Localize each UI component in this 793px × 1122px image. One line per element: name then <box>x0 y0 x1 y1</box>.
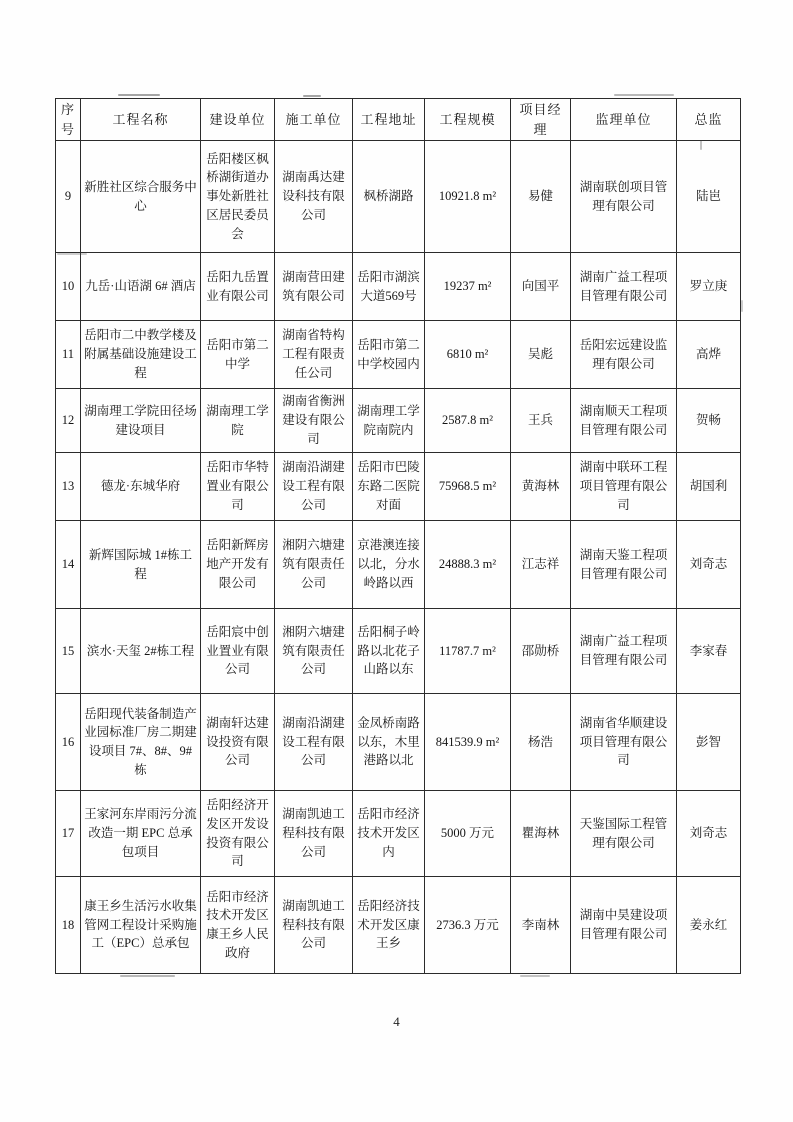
column-header-contractor: 施工单位 <box>275 99 353 141</box>
cell-project: 康王乡生活污水收集管网工程设计采购施工（EPC）总承包 <box>81 877 201 974</box>
cell-contractor: 湖南禹达建设科技有限公司 <box>275 141 353 253</box>
cell-scale: 5000 万元 <box>425 791 511 877</box>
cell-contractor: 湖南凯迪工程科技有限公司 <box>275 791 353 877</box>
cell-manager: 吴彪 <box>511 321 571 389</box>
table-row <box>56 609 741 694</box>
column-header-scale: 工程规模 <box>425 99 511 141</box>
table-header <box>56 99 741 141</box>
column-header-manager: 项目经理 <box>511 99 571 141</box>
cell-manager: 向国平 <box>511 253 571 321</box>
column-header-owner: 建设单位 <box>201 99 275 141</box>
column-header-chief: 总监 <box>677 99 741 141</box>
cell-scale: 10921.8 m² <box>425 141 511 253</box>
cell-project: 岳阳市二中教学楼及附属基础设施建设工程 <box>81 321 201 389</box>
cell-supervisor: 湖南天鉴工程项目管理有限公司 <box>571 521 677 609</box>
scan-artifact <box>520 975 550 977</box>
cell-project: 湖南理工学院田径场建设项目 <box>81 389 201 453</box>
cell-owner: 湖南理工学院 <box>201 389 275 453</box>
cell-chief: 罗立庚 <box>677 253 741 321</box>
cell-scale: 24888.3 m² <box>425 521 511 609</box>
cell-contractor: 湖南省衡洲建设有限公司 <box>275 389 353 453</box>
cell-supervisor: 天鉴国际工程管理有限公司 <box>571 791 677 877</box>
cell-address: 岳阳市湖滨大道569号 <box>353 253 425 321</box>
page-number: 4 <box>393 1014 400 1029</box>
cell-contractor: 湖南凯迪工程科技有限公司 <box>275 877 353 974</box>
scan-artifact <box>614 94 674 96</box>
cell-chief: 刘奇志 <box>677 791 741 877</box>
cell-scale: 2587.8 m² <box>425 389 511 453</box>
cell-manager: 李南林 <box>511 877 571 974</box>
cell-chief: 姜永红 <box>677 877 741 974</box>
scan-artifact <box>57 253 87 255</box>
cell-owner: 岳阳市第二中学 <box>201 321 275 389</box>
cell-address: 岳阳经济技术开发区康王乡 <box>353 877 425 974</box>
cell-project: 九岳·山语湖 6# 酒店 <box>81 253 201 321</box>
cell-contractor: 湖南营田建筑有限公司 <box>275 253 353 321</box>
cell-project: 德龙·东城华府 <box>81 453 201 521</box>
cell-chief: 李家春 <box>677 609 741 694</box>
cell-manager: 杨浩 <box>511 694 571 791</box>
cell-seq: 11 <box>56 321 81 389</box>
cell-owner: 岳阳市华特置业有限公司 <box>201 453 275 521</box>
cell-chief: 刘奇志 <box>677 521 741 609</box>
cell-contractor: 湘阴六塘建筑有限责任公司 <box>275 609 353 694</box>
cell-chief: 贺畅 <box>677 389 741 453</box>
cell-chief: 胡国利 <box>677 453 741 521</box>
table-row <box>56 791 741 877</box>
cell-seq: 10 <box>56 253 81 321</box>
table-row <box>56 521 741 609</box>
cell-scale: 2736.3 万元 <box>425 877 511 974</box>
cell-address: 岳阳市经济技术开发区内 <box>353 791 425 877</box>
cell-address: 岳阳市巴陵东路二医院对面 <box>353 453 425 521</box>
cell-owner: 岳阳楼区枫桥湖街道办事处新胜社区居民委员会 <box>201 141 275 253</box>
cell-supervisor: 湖南广益工程项目管理有限公司 <box>571 253 677 321</box>
cell-seq: 15 <box>56 609 81 694</box>
cell-manager: 江志祥 <box>511 521 571 609</box>
cell-seq: 13 <box>56 453 81 521</box>
cell-project: 新胜社区综合服务中心 <box>81 141 201 253</box>
scan-artifact <box>120 975 175 977</box>
cell-contractor: 湖南沿湖建设工程有限公司 <box>275 694 353 791</box>
scan-artifact <box>741 300 743 312</box>
table-row <box>56 453 741 521</box>
cell-scale: 841539.9 m² <box>425 694 511 791</box>
cell-contractor: 湖南沿湖建设工程有限公司 <box>275 453 353 521</box>
cell-manager: 黄海林 <box>511 453 571 521</box>
cell-scale: 11787.7 m² <box>425 609 511 694</box>
cell-scale: 75968.5 m² <box>425 453 511 521</box>
cell-owner: 岳阳新辉房地产开发有限公司 <box>201 521 275 609</box>
cell-chief: 陆岜 <box>677 141 741 253</box>
scan-artifact <box>118 94 160 96</box>
column-header-project: 工程名称 <box>81 99 201 141</box>
cell-manager: 王兵 <box>511 389 571 453</box>
projects-table <box>55 98 741 974</box>
cell-seq: 14 <box>56 521 81 609</box>
cell-chief: 高烨 <box>677 321 741 389</box>
cell-project: 新辉国际城 1#栋工程 <box>81 521 201 609</box>
cell-scale: 19237 m² <box>425 253 511 321</box>
cell-supervisor: 湖南顺天工程项目管理有限公司 <box>571 389 677 453</box>
table-row <box>56 253 741 321</box>
cell-owner: 岳阳宸中创业置业有限公司 <box>201 609 275 694</box>
cell-supervisor: 湖南联创项目管理有限公司 <box>571 141 677 253</box>
cell-supervisor: 湖南中联环工程项目管理有限公司 <box>571 453 677 521</box>
cell-project: 岳阳现代装备制造产业园标准厂房二期建设项目 7#、8#、9#栋 <box>81 694 201 791</box>
header-row <box>56 99 741 141</box>
cell-contractor: 湘阴六塘建筑有限责任公司 <box>275 521 353 609</box>
column-header-supervisor: 监理单位 <box>571 99 677 141</box>
cell-seq: 16 <box>56 694 81 791</box>
cell-project: 王家河东岸雨污分流改造一期 EPC 总承包项目 <box>81 791 201 877</box>
table-row <box>56 877 741 974</box>
cell-address: 岳阳桐子岭路以北花子山路以东 <box>353 609 425 694</box>
cell-supervisor: 湖南省华顺建设项目管理有限公司 <box>571 694 677 791</box>
cell-supervisor: 岳阳宏远建设监理有限公司 <box>571 321 677 389</box>
scan-artifact <box>700 140 702 150</box>
cell-supervisor: 湖南广益工程项目管理有限公司 <box>571 609 677 694</box>
cell-address: 枫桥湖路 <box>353 141 425 253</box>
cell-supervisor: 湖南中昊建设项目管理有限公司 <box>571 877 677 974</box>
table-row <box>56 694 741 791</box>
cell-address: 京港澳连接以北，分水岭路以西 <box>353 521 425 609</box>
cell-manager: 邵勋桥 <box>511 609 571 694</box>
cell-address: 岳阳市第二中学校园内 <box>353 321 425 389</box>
table-row <box>56 389 741 453</box>
cell-scale: 6810 m² <box>425 321 511 389</box>
cell-owner: 岳阳经济开发区开发设投资有限公司 <box>201 791 275 877</box>
cell-seq: 9 <box>56 141 81 253</box>
column-header-address: 工程地址 <box>353 99 425 141</box>
table-body <box>56 141 741 974</box>
cell-manager: 瞿海林 <box>511 791 571 877</box>
cell-chief: 彭智 <box>677 694 741 791</box>
cell-contractor: 湖南省特构工程有限责任公司 <box>275 321 353 389</box>
cell-owner: 湖南轩达建设投资有限公司 <box>201 694 275 791</box>
cell-project: 滨水·天玺 2#栋工程 <box>81 609 201 694</box>
scan-artifact <box>303 95 321 97</box>
table-row <box>56 321 741 389</box>
cell-owner: 岳阳市经济技术开发区康王乡人民政府 <box>201 877 275 974</box>
cell-seq: 18 <box>56 877 81 974</box>
cell-seq: 17 <box>56 791 81 877</box>
cell-seq: 12 <box>56 389 81 453</box>
cell-address: 湖南理工学院南院内 <box>353 389 425 453</box>
cell-address: 金凤桥南路以东，木里港路以北 <box>353 694 425 791</box>
cell-manager: 易健 <box>511 141 571 253</box>
table-row <box>56 141 741 253</box>
cell-owner: 岳阳九岳置业有限公司 <box>201 253 275 321</box>
projects-table-container <box>55 98 740 974</box>
column-header-seq: 序号 <box>56 99 81 141</box>
